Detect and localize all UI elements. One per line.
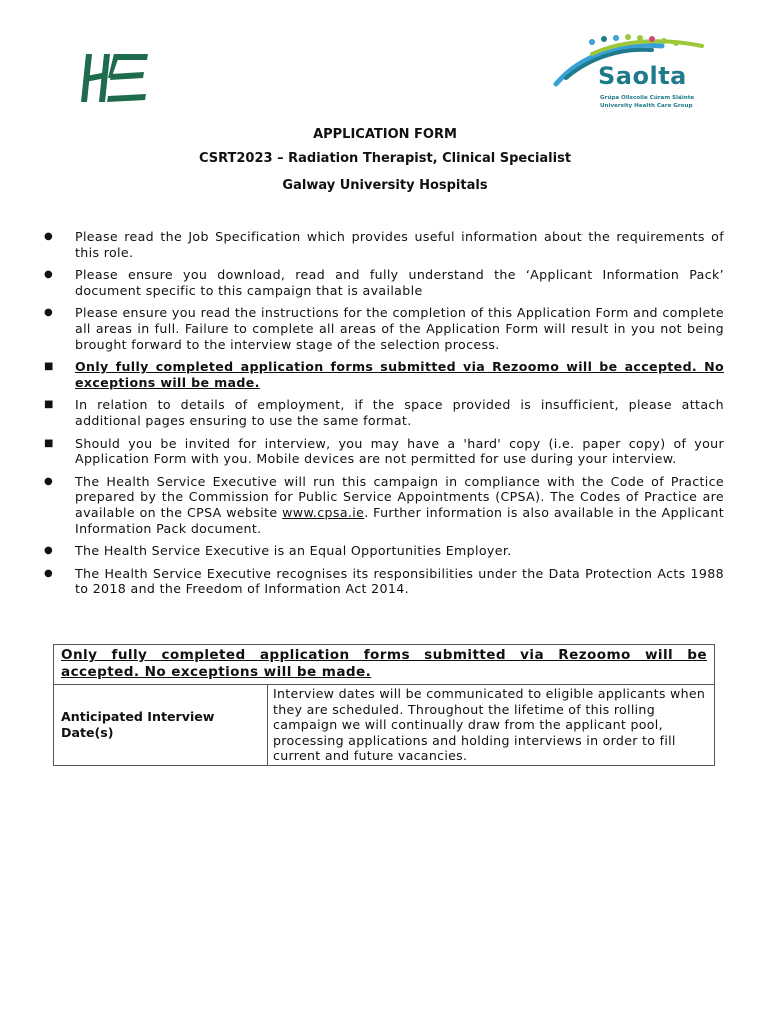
list-item: ● Please ensure you download, read and fully understand the ‘Applicant Information Pack’ document specific to this campaign that is available — [44, 267, 724, 298]
list-item: ● The Health Service Executive recognises its responsibilities under the Data Protection Acts 1988 to 2018 and the Freedom of Information Act 2014. — [44, 565, 724, 597]
bullet-icon: ● — [44, 545, 54, 557]
list-item: ■ Should you be invited for interview, you may have a 'hard' copy (i.e. paper copy) of your Application Form with you. Mobile devices are not permitted for use during your interview. — [44, 435, 724, 467]
campaign-title: CSRT2023 – Radiation Therapist, Clinical Specialist — [198, 151, 572, 166]
saolta-tagline-irish: Grúpa Ollscoile Cúram Sláinte — [600, 95, 695, 101]
list-item: ● The Health Service Executive will run this campaign in compliance with the Code of Practice prepared by the Commission for Public Service Appointments (CPSA). The Codes of Practice are available on the CPSA website www.cpsa.ie. Further information is also available in the Applicant Information Pack document. — [44, 473, 724, 536]
bullet-icon: ● — [44, 231, 54, 242]
list-item: ● Please read the Job Specification which provides useful information about the requirements of this role. — [44, 229, 724, 260]
list-item: ■ Only fully completed application forms submitted via Rezoomo will be accepted. No exceptions will be made. — [44, 359, 724, 390]
list-item: ● Please ensure you read the instructions for the completion of this Application Form and complete all areas in full. Failure to complete all areas of the Application Form will result in you not being brought forward to the interview stage of the selection process. — [44, 305, 724, 352]
interview-date-label: Anticipated Interview Date(s) — [54, 685, 268, 765]
bullet-icon: ● — [44, 307, 54, 319]
bullet-icon: ● — [44, 269, 54, 281]
cpsa-link[interactable]: www.cpsa.ie — [282, 504, 365, 520]
bullet-icon: ■ — [44, 437, 54, 449]
hospital-name: Galway University Hospitals — [282, 178, 488, 193]
list-item: ■ In relation to details of employment, if the space provided is insufficient, please attach additional pages ensuring to use the same format. — [44, 397, 724, 428]
bullet-icon: ■ — [44, 361, 54, 373]
interview-info-box — [53, 644, 715, 766]
interview-date-text: Interview dates will be communicated to eligible applicants when they are scheduled. Throughout the lifetime of this rolling campaign we will continually draw from the applicant pool, processing applications and holding interviews in order to fill current and future vacancies. — [273, 686, 706, 764]
saolta-tagline-english: University Health Care Group — [600, 103, 693, 109]
form-title: APPLICATION FORM — [313, 127, 457, 142]
hse-logo-icon — [78, 50, 152, 106]
list-item: ● The Health Service Executive is an Equal Opportunities Employer. — [44, 543, 512, 559]
interview-date-row — [54, 685, 714, 765]
bullet-icon: ■ — [44, 399, 54, 411]
box-heading: Only fully completed application forms submitted via Rezoomo will be accepted. No exceptions will be made. — [54, 645, 714, 685]
bullet-icon: ● — [44, 475, 54, 487]
bullet-icon: ● — [44, 567, 54, 579]
saolta-wordmark: Saolta — [598, 62, 687, 90]
instructions-list — [42, 229, 724, 597]
